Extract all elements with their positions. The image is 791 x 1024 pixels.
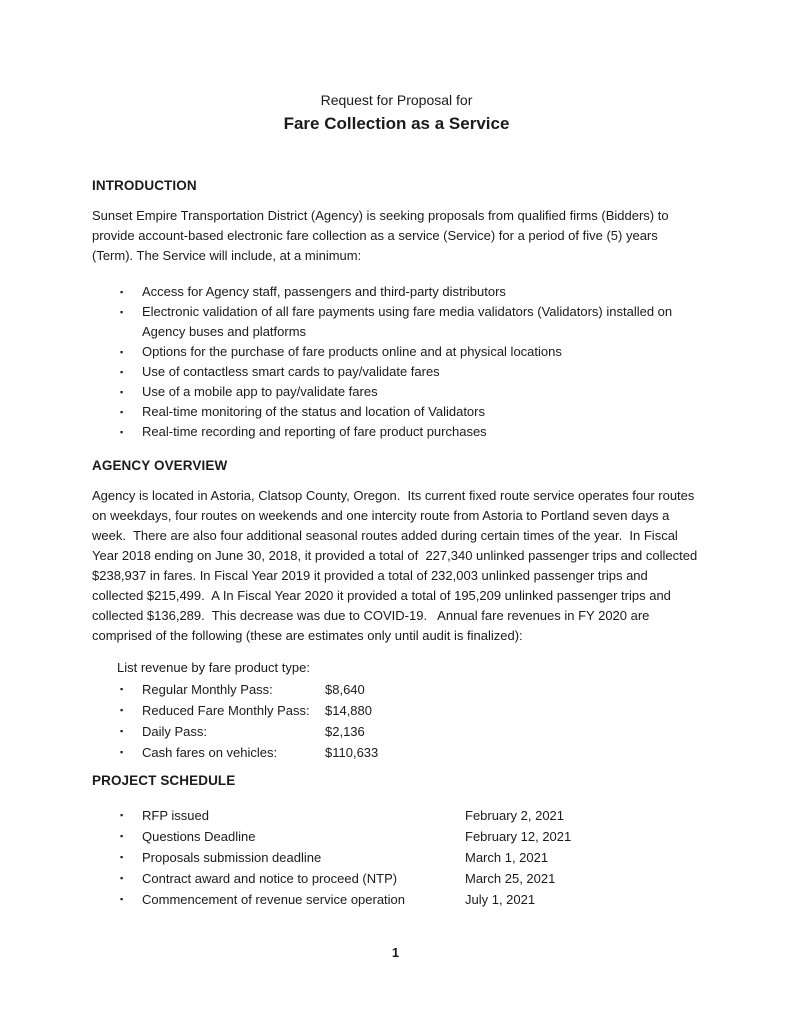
list-item-text: Options for the purchase of fare products online and at physical locations — [142, 344, 562, 359]
revenue-label: Regular Monthly Pass: — [142, 682, 273, 697]
project-schedule-list — [92, 805, 701, 910]
list-item-text: Use of contactless smart cards to pay/validate fares — [142, 364, 440, 379]
list-item-text: Electronic validation of all fare payments using fare media validators (Validators) installed on Agency buses and platforms — [142, 304, 673, 339]
service-features-list — [92, 282, 701, 442]
agency-overview-heading: AGENCY OVERVIEW — [92, 458, 228, 473]
revenue-row — [120, 700, 701, 721]
revenue-row — [120, 679, 701, 700]
bullet-icon — [120, 282, 142, 302]
bullet-icon — [120, 742, 142, 763]
page-number: 1 — [391, 945, 400, 960]
schedule-row — [120, 889, 701, 910]
bullet-icon — [120, 700, 142, 721]
bullet-icon — [120, 382, 142, 402]
bullet-icon — [120, 889, 142, 910]
bullet-icon — [120, 422, 142, 442]
list-item — [120, 422, 701, 442]
revenue-value: $2,136 — [325, 724, 365, 739]
revenue-list — [117, 679, 701, 763]
revenue-value: $14,880 — [325, 703, 372, 718]
bullet-icon — [120, 721, 142, 742]
revenue-block — [117, 658, 701, 763]
revenue-value: $110,633 — [325, 745, 379, 760]
bullet-icon — [120, 402, 142, 422]
list-item — [120, 302, 701, 342]
bullet-icon — [120, 805, 142, 826]
revenue-label: Daily Pass: — [142, 724, 208, 739]
schedule-date: February 12, 2021 — [465, 829, 572, 844]
bullet-icon — [120, 302, 142, 322]
list-item-text: Real-time recording and reporting of fare product purchases — [142, 424, 487, 439]
schedule-label: RFP issued — [142, 808, 209, 823]
introduction-heading: INTRODUCTION — [92, 178, 197, 193]
schedule-date: February 2, 2021 — [465, 808, 565, 823]
schedule-label: Proposals submission deadline — [142, 850, 322, 865]
revenue-label: Cash fares on vehicles: — [142, 745, 278, 760]
revenue-intro-text: List revenue by fare product type: — [117, 660, 310, 675]
schedule-date: July 1, 2021 — [465, 892, 536, 907]
schedule-date: March 1, 2021 — [465, 850, 549, 865]
schedule-date: March 25, 2021 — [465, 871, 556, 886]
document-title-line2: Fare Collection as a Service — [283, 114, 510, 133]
agency-overview-paragraph: Agency is located in Astoria, Clatsop County, Oregon. Its current fixed route service operates four routes on weekdays, four routes on weekends and one intercity route from Astoria to Portland seven days a week. There are also four additional seasonal routes added during certain times of the year. In Fiscal Year 2018 ending on June 30, 2018, it provided a total of 227,340 unlinked passenger trips and collected $238,937 in fares. In Fiscal Year 2019 it provided a total of 232,003 unlinked passenger trips and collected $215,499. A In Fiscal Year 2020 it provided a total of 195,209 unlinked passenger trips and collected $136,289. This decrease was due to COVID-19. Annual fare revenues in FY 2020 are comprised of the following (these are estimates only until audit is finalized): — [92, 488, 701, 643]
schedule-row — [120, 868, 701, 889]
schedule-label: Commencement of revenue service operation — [142, 892, 406, 907]
bullet-icon — [120, 847, 142, 868]
schedule-row — [120, 847, 701, 868]
list-item — [120, 382, 701, 402]
list-item — [120, 362, 701, 382]
list-item — [120, 282, 701, 302]
bullet-icon — [120, 342, 142, 362]
list-item-text: Use of a mobile app to pay/validate fares — [142, 384, 378, 399]
list-item-text: Real-time monitoring of the status and location of Validators — [142, 404, 485, 419]
schedule-row — [120, 805, 701, 826]
bullet-icon — [120, 826, 142, 847]
schedule-row — [120, 826, 701, 847]
list-item — [120, 402, 701, 422]
schedule-label: Contract award and notice to proceed (NTP) — [142, 871, 398, 886]
bullet-icon — [120, 868, 142, 889]
document-title — [92, 90, 701, 136]
introduction-paragraph: Sunset Empire Transportation District (Agency) is seeking proposals from qualified firms (Bidders) to provide account-based electronic fare collection as a service (Service) for a period of five (5) years (Term). The Service will include, at a minimum: — [92, 208, 673, 263]
revenue-label: Reduced Fare Monthly Pass: — [142, 703, 310, 718]
schedule-label: Questions Deadline — [142, 829, 256, 844]
list-item-text: Access for Agency staff, passengers and third-party distributors — [142, 284, 506, 299]
revenue-row — [120, 721, 701, 742]
document-title-line1: Request for Proposal for — [320, 92, 473, 108]
revenue-row — [120, 742, 701, 763]
bullet-icon — [120, 679, 142, 700]
project-schedule-heading: PROJECT SCHEDULE — [92, 773, 236, 788]
revenue-value: $8,640 — [325, 682, 365, 697]
bullet-icon — [120, 362, 142, 382]
list-item — [120, 342, 701, 362]
